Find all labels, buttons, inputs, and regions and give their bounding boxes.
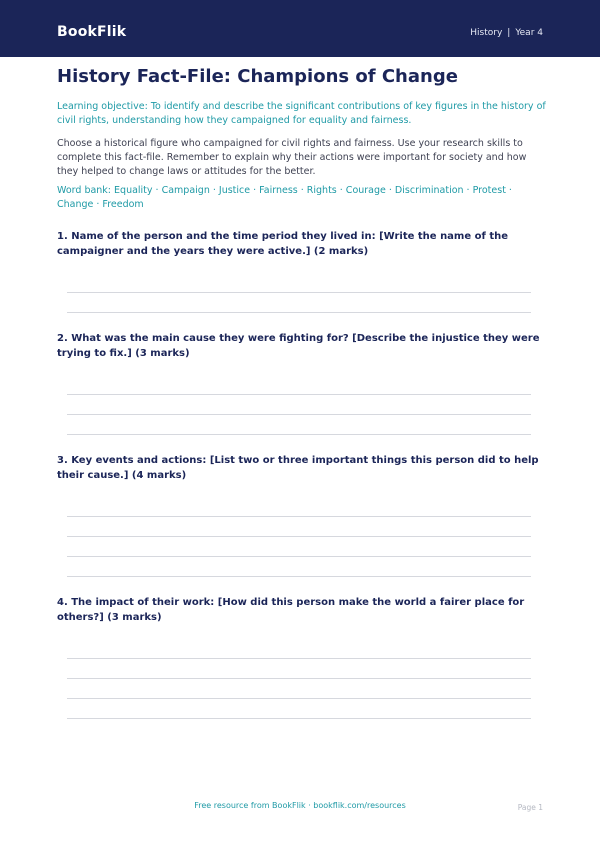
answer-line[interactable] <box>67 658 531 659</box>
page-number: Page 1 <box>517 803 543 812</box>
learning-objective: Learning objective: To identify and describe the significant contributions of key figures in the history of civil rights, understanding how they campaigned for equality and fairness. <box>57 101 546 126</box>
answer-line[interactable] <box>67 576 531 577</box>
page-title: History Fact-File: Champions of Change <box>57 66 458 87</box>
answer-line[interactable] <box>67 434 531 435</box>
footer-resource-link[interactable]: Free resource from BookFlik · bookflik.com/resources <box>194 801 406 810</box>
question-1: 1. Name of the person and the time period they lived in: [Write the name of the campaigner and the years they were active.] (2 marks) <box>57 231 509 257</box>
question-2: 2. What was the main cause they were fighting for? [Describe the injustice they were trying to fix.] (3 marks) <box>57 333 540 359</box>
answer-line[interactable] <box>67 312 531 313</box>
answer-line[interactable] <box>67 394 531 395</box>
answer-line[interactable] <box>67 556 531 557</box>
answer-line[interactable] <box>67 536 531 537</box>
answer-line[interactable] <box>67 292 531 293</box>
answer-line[interactable] <box>67 414 531 415</box>
answer-line[interactable] <box>67 678 531 679</box>
breadcrumb-year: Year 4 <box>515 28 543 38</box>
answer-line[interactable] <box>67 516 531 517</box>
intro-paragraph: Choose a historical figure who campaigned for civil rights and fairness. Use your research skills to complete this fact-file. Remember to explain why their actions were important for society and how they helped to change laws or attitudes for the better. <box>57 138 527 177</box>
question-3: 3. Key events and actions: [List two or three important things this person did to help their cause.] (4 marks) <box>57 455 539 481</box>
answer-line[interactable] <box>67 718 531 719</box>
answer-line[interactable] <box>67 698 531 699</box>
question-4: 4. The impact of their work: [How did this person make the world a fairer place for others?] (3 marks) <box>57 597 525 623</box>
word-bank: Word bank: Equality · Campaign · Justice · Fairness · Rights · Courage · Discrimination · Protest · Change · Freedom <box>57 185 512 210</box>
brand-logo-text[interactable]: BookFlik <box>57 24 127 40</box>
header-bar <box>0 0 600 57</box>
breadcrumb-subject: History <box>470 28 503 38</box>
breadcrumb <box>470 28 543 38</box>
breadcrumb-separator: | <box>507 28 511 38</box>
